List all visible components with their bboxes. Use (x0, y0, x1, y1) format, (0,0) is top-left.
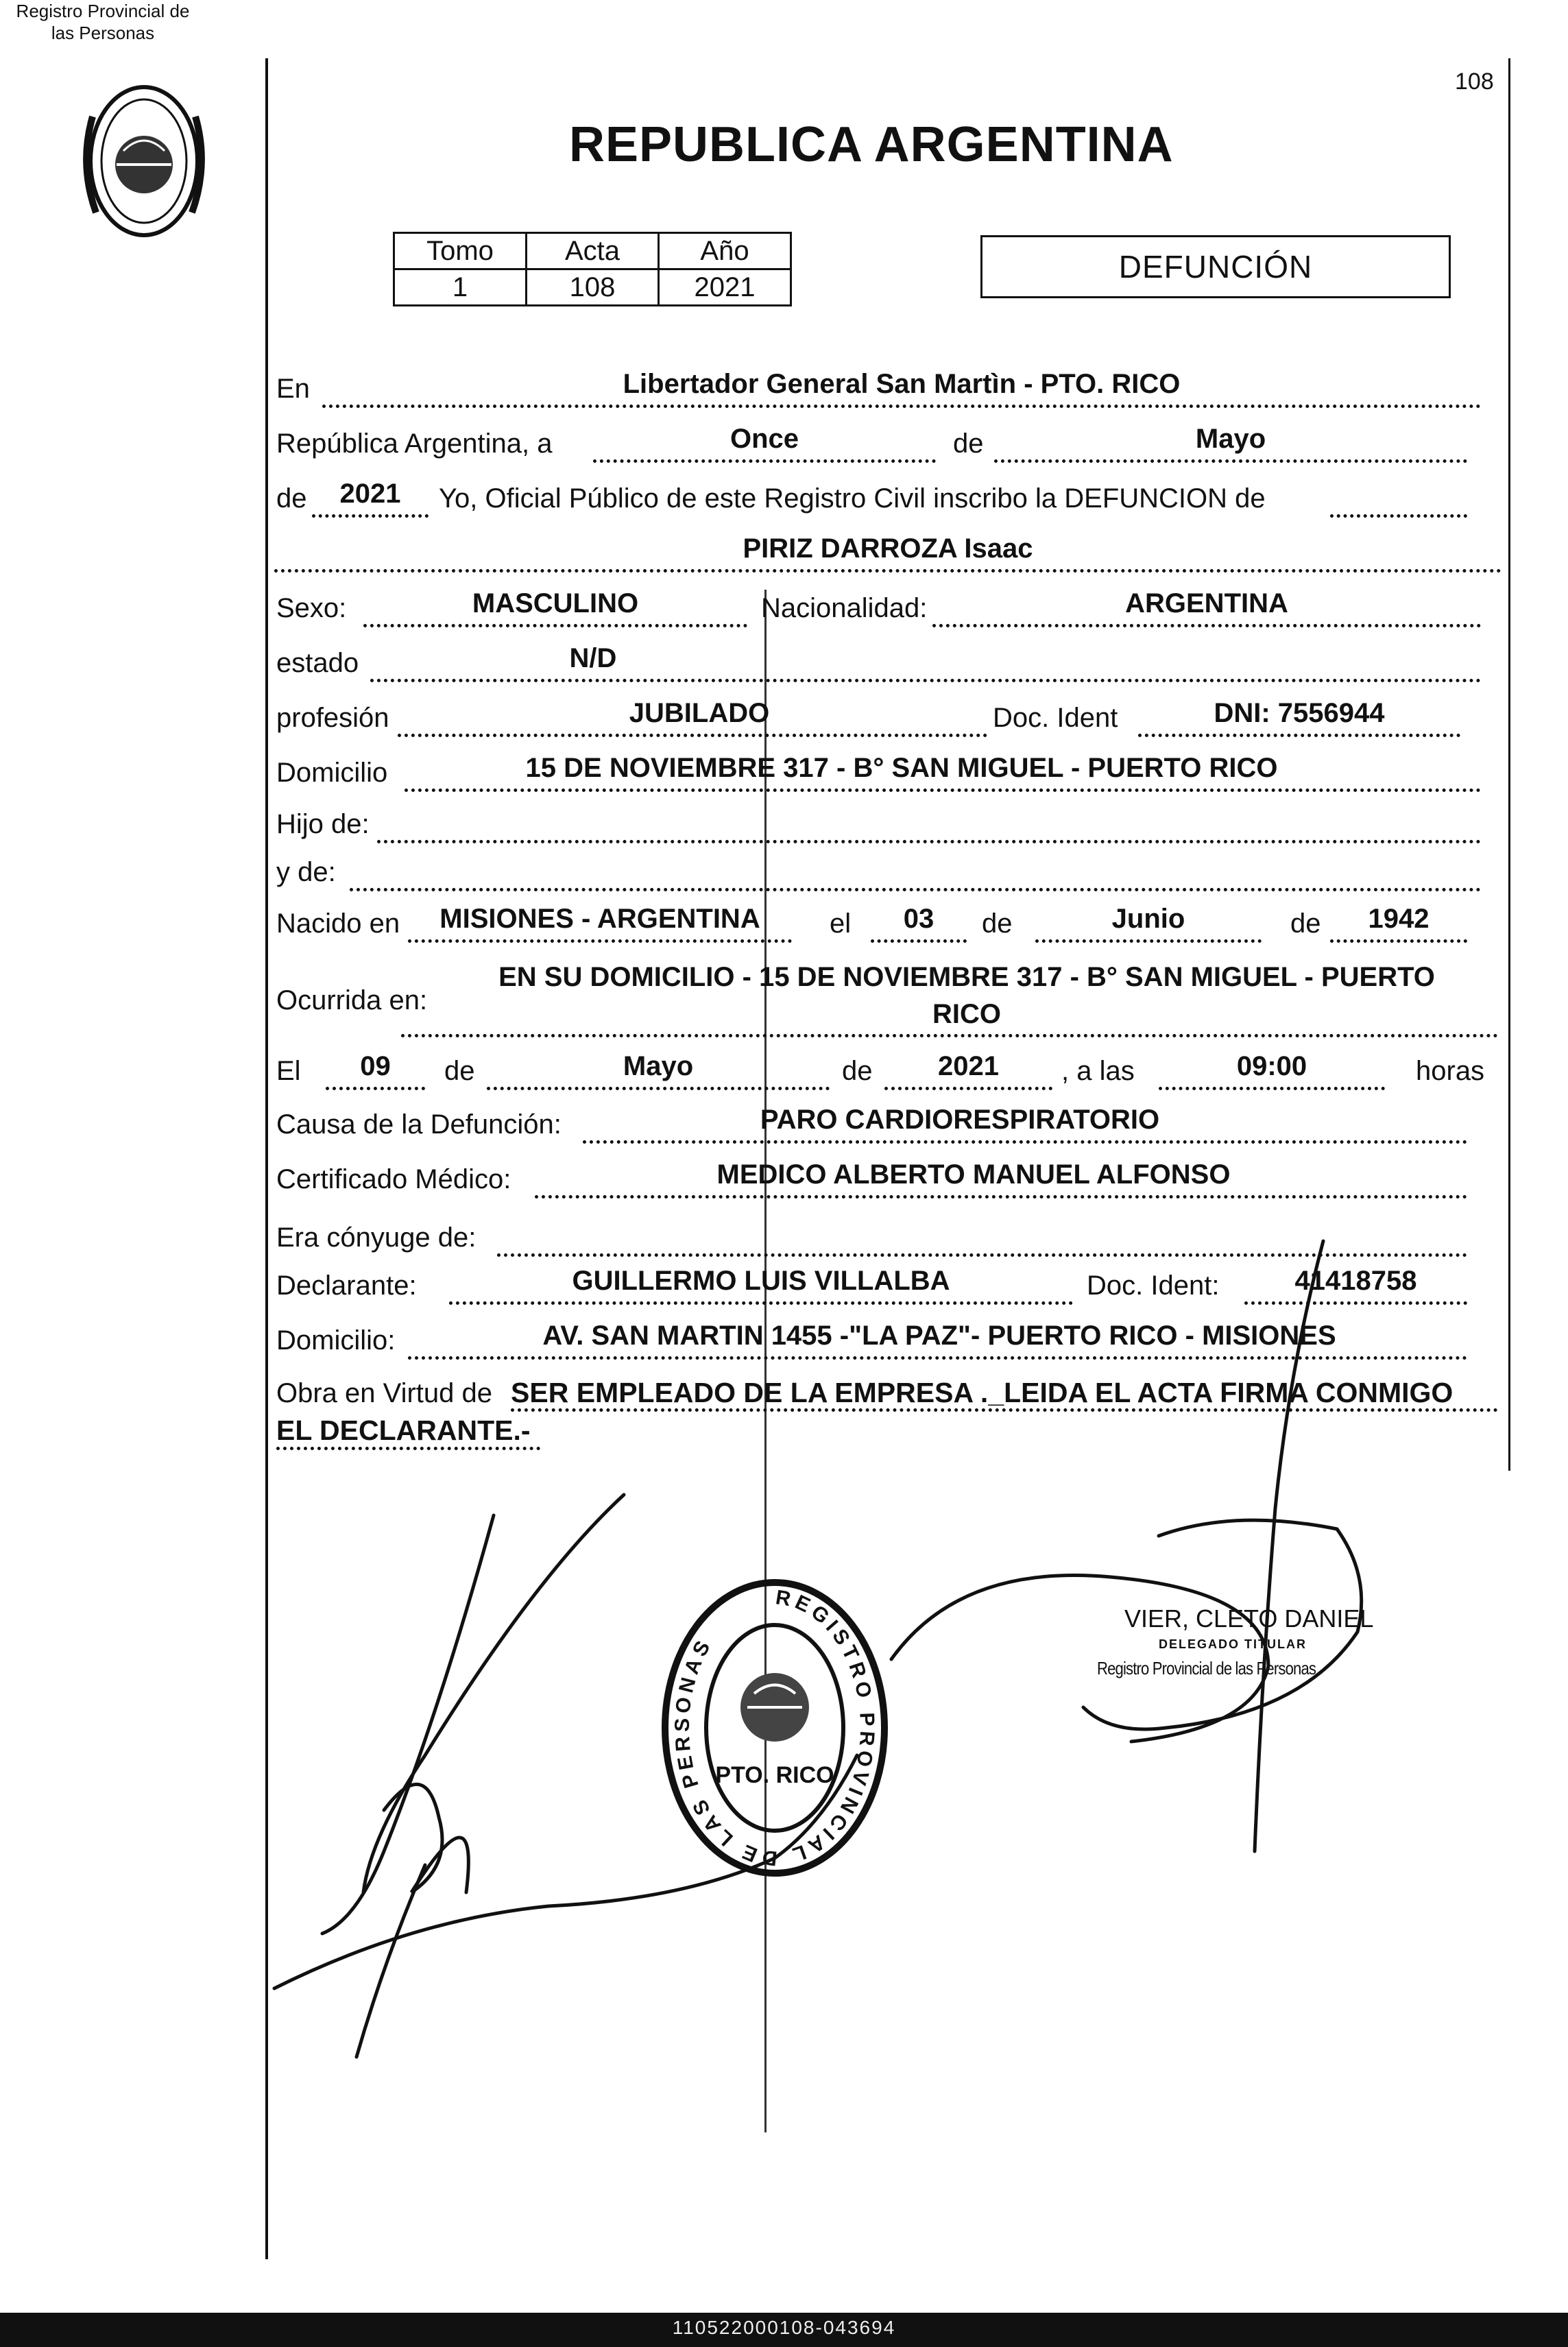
signature-stroke-6 (1255, 1241, 1323, 1851)
certificado-label: Certificado Médico: (276, 1164, 511, 1194)
anio-header: Año (659, 233, 791, 269)
anio-value: 2021 (659, 269, 791, 306)
conyuge-label: Era cónyuge de: (276, 1223, 477, 1253)
declarante-label: Declarante: (276, 1271, 417, 1301)
alas-label: , a las (1061, 1056, 1135, 1086)
seal-inner-text: PTO. RICO (715, 1762, 834, 1788)
profesion-label: profesión (276, 703, 389, 733)
obra-label: Obra en Virtud de (276, 1378, 493, 1408)
domicilio-label: Domicilio (276, 758, 388, 788)
signature-stroke-2 (363, 1495, 624, 1892)
document-title: REPUBLICA ARGENTINA (569, 117, 1174, 172)
birth-year: 1942 (1368, 904, 1430, 934)
year-de-label: de (276, 483, 307, 514)
birth-month: Junio (1111, 904, 1185, 934)
official-office: Registro Provincial de las Personas (1097, 1658, 1316, 1678)
nacido-label: Nacido en (276, 908, 400, 939)
acta-header: Acta (527, 233, 659, 269)
signature-stroke-5 (357, 1865, 425, 2057)
nacionalidad-value: ARGENTINA (1125, 588, 1288, 618)
death-time: 09:00 (1236, 1051, 1307, 1081)
decl-domicilio-label: Domicilio: (276, 1325, 396, 1356)
acta-value: 108 (527, 269, 659, 306)
causa-label: Causa de la Defunción: (276, 1109, 562, 1140)
yde-label: y de: (276, 857, 336, 887)
tomo-header: Tomo (394, 233, 527, 269)
signature-stroke-4 (274, 1755, 857, 1988)
declarante-value: GUILLERMO LUIS VILLALBA (572, 1266, 950, 1296)
official-name: VIER, CLETO DANIEL (1124, 1604, 1374, 1633)
birth-de1-label: de (982, 908, 1013, 939)
nacionalidad-label: Nacionalidad: (761, 593, 928, 623)
ocurrida-label: Ocurrida en: (276, 985, 428, 1015)
nacido-value: MISIONES - ARGENTINA (439, 904, 760, 934)
obra-value-1: SER EMPLEADO DE LA EMPRESA ._LEIDA EL ACTA FIRMA CONMIGO (511, 1377, 1454, 1408)
month-de-label: de (953, 429, 984, 459)
birth-de2-label: de (1290, 908, 1321, 939)
seal-ring-text: REGISTRO PROVINCIAL DE LAS PERSONAS (671, 1586, 879, 1870)
estado-label: estado (276, 648, 359, 678)
deceased-name: PIRIZ DARROZA Isaac (743, 533, 1033, 564)
sexo-label: Sexo: (276, 593, 347, 623)
tomo-value: 1 (394, 269, 527, 306)
death-day: 09 (360, 1051, 391, 1081)
certificado-value: MEDICO ALBERTO MANUEL ALFONSO (716, 1159, 1231, 1190)
decl-doc-label: Doc. Ident: (1087, 1271, 1220, 1301)
doc-value: DNI: 7556944 (1214, 698, 1385, 728)
sexo-value: MASCULINO (472, 588, 639, 618)
death-year: 2021 (938, 1051, 999, 1081)
causa-value: PARO CARDIORESPIRATORIO (760, 1105, 1160, 1135)
signature-stroke-7 (891, 1576, 1268, 1742)
death-month: Mayo (623, 1051, 694, 1081)
official-role: DELEGADO TITULAR (1159, 1637, 1307, 1651)
footer-bar (0, 2313, 1568, 2347)
en-value: Libertador General San Martìn - PTO. RICO (623, 369, 1181, 399)
death-de2-label: de (842, 1056, 873, 1086)
doc-label: Doc. Ident (993, 703, 1118, 733)
day-value: Once (729, 424, 799, 454)
obra-value-2: EL DECLARANTE.- (276, 1415, 531, 1446)
record-type-box: DEFUNCIÓN (980, 235, 1451, 298)
death-de1-label: de (444, 1056, 475, 1086)
horas-label: horas (1416, 1056, 1485, 1086)
decl-domicilio-value: AV. SAN MARTIN 1455 -"LA PAZ"- PUERTO RICO - MISIONES (542, 1321, 1336, 1351)
estado-value: N/D (569, 643, 617, 673)
footer-code: 110522000108-043694 (672, 2317, 896, 2338)
birth-el-label: el (830, 908, 852, 939)
ocurrida-line-1: EN SU DOMICILIO - 15 DE NOVIEMBRE 317 - B° SAN MIGUEL - PUERTO (498, 962, 1435, 992)
domicilio-value: 15 DE NOVIEMBRE 317 - B° SAN MIGUEL - PUERTO RICO (525, 753, 1278, 783)
month-value: Mayo (1195, 424, 1266, 454)
profesion-value: JUBILADO (629, 698, 770, 728)
decl-doc-value: 41418758 (1294, 1266, 1417, 1296)
registry-label: Registro Provincial de las Personas (16, 1, 190, 43)
ocurrida-line-2: RICO (932, 999, 1001, 1029)
en-label: En (276, 374, 310, 404)
republica-label: República Argentina, a (276, 429, 553, 459)
birth-day: 03 (903, 904, 934, 934)
death-el-label: El (276, 1056, 301, 1086)
hijo-label: Hijo de: (276, 809, 370, 839)
signature-stroke-8 (1083, 1520, 1362, 1729)
year-value: 2021 (339, 479, 401, 509)
statement-text: Yo, Oficial Público de este Registro Civil inscribo la DEFUNCION de (439, 483, 1266, 514)
page-number: 108 (1455, 69, 1494, 95)
